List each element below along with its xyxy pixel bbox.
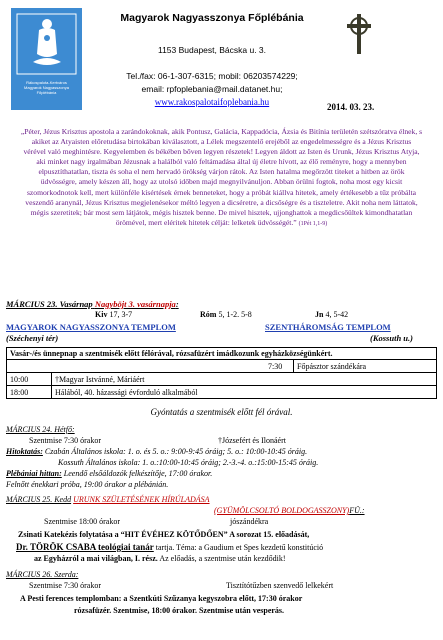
parish-title: Magyarok Nagyasszonya Főplébánia	[120, 12, 304, 24]
sunday-date: MÁRCIUS 23. Vasárnap	[6, 299, 93, 309]
parish-email: email: rpfoplebania@mail.datanet.hu;	[141, 84, 283, 94]
wednesday-mass-time: Szentmise 7:30 órakor	[29, 581, 101, 590]
tuesday-feast-sub: (GYÜMÖLCSOLTÓ BOLDOGASSZONY)FÜ.:	[214, 506, 365, 515]
quote-reference: (1Pét 1,1-9)	[298, 220, 328, 227]
table-row: 18:00 Hálából, 40. házassági évforduló alkalmából	[6, 386, 437, 399]
bulletin-date: 2014. 03. 23.	[327, 102, 375, 112]
reading-1: Kiv 17, 3-7	[95, 310, 133, 319]
sunday-heading: MÁRCIUS 23. Vasárnap Nagyböjt 3. vasárnapja:	[6, 299, 179, 309]
pesti-line-2: rózsafüzér. Szentmise, 18:00 órakor. Szentmise után vesperás.	[74, 606, 285, 615]
mass-table-header: Vasár-/és ünnepnap a szentmisék előtt félórával, rózsafüzért imádkozunk egyházközségünkért.	[6, 347, 437, 360]
parish-logo	[11, 8, 82, 110]
celtic-cross-icon	[345, 12, 373, 61]
parish-website-link[interactable]: www.rakospalotaifoplebania.hu	[154, 97, 270, 107]
wednesday-mass-intent: Tisztítótűzben szenvedő lelkekért	[226, 581, 334, 590]
pesti-line-1: A Pesti ferences templomban: a Szentkúti Szűzanya kegyszobra előtt, 17:30 órakor	[20, 594, 303, 603]
quote-text: „Péter, Jézus Krisztus apostola a zarándokoknak, akik Pontusz, Galácia, Kappadócia, Ázsia és Bitínia területén szétszóratva élnek, s akiket az Atyaisten előretudása birtokában kiválasztott, a Lélek megszentelő erejéből az engedelmességre és a Jézus Krisztus vérével való meghintésre. Kegyelemben és békében bőven legyen részetek! Legyen áldott az Isten és Urunk, Jézus Krisztus Atyja, aki minket nagy irgalmában Jézusnak a halálból való feltámadása által új életre hívott, az élő reményre, hogy a mennyben elpusztíthatatlan, tiszta és soha el nem hervadó örökség várjon rátok. Az Isten hatalma megőrzött titeket a hitben az örök üdvösségre, amely készen áll, hogy az utolsó időben majd megnyilvánuljon. Abban örülni fogtok, noha most egy kicsit szomorkodnotok kell, mert különféle kísértések érnek benneteket, hogy a próbát kiállva hitetek, amely értékesebb a tűz próbálta veszendő aranynál, Jézus Krisztus megjelenésekor méltó legyen a dicséretre, a dicsőségre és a tiszteletre. Akit noha nem láttatok, mégis szeretitek; bár most sem látjátok, mégis hisztek benne. De mivel hisztek, ujjonghattok a megdicsőültek kimondhatatlan örömével, mert eléritek hitetek célját: lelketek üdvösségét.”	[20, 127, 423, 227]
church-left-name: MAGYAROK NAGYASSZONYA TEMPLOM	[6, 322, 176, 332]
tuesday-mass-time: Szentmise 18:00 órakor	[44, 517, 120, 526]
church-right-name: SZENTHÁROMSÁG TEMPLOM	[265, 322, 391, 332]
hitoktatas-line-1: Hitoktatás: Czabán Általános iskola: 1. o. és 5. o.: 9:00-9:45 óráig; 5. o.: 10:00-10:45 óráig.	[6, 447, 308, 456]
table-row: 7:30 Főpásztor szándékára	[6, 360, 437, 373]
choir-rehearsal: Felnőtt énekkari próba, 19:00 órakor a plébánián.	[6, 480, 169, 489]
katekezis-line-2: Dr. TÖRÖK CSABA teológiai tanár tartja. Téma: a Gaudium et Spes kezdetű konstitúció	[16, 542, 324, 552]
reading-3: Jn 4, 5-42	[315, 310, 349, 319]
church-right-street: (Kossuth u.)	[370, 333, 413, 343]
church-left-street: (Széchenyi tér)	[6, 333, 59, 343]
tuesday-mass-intent: jószándékra	[230, 517, 269, 526]
scripture-quote	[20, 127, 423, 229]
table-row: 10:00 †Magyar Istvánné, Máriáért	[6, 373, 437, 386]
katekezis-line-1: Zsinati Katekézis folytatása a “HIT ÉVÉHEZ KÖTŐDŐEN” A sorozat 15. előadását,	[18, 530, 310, 539]
hitoktatas-line-2: Kossuth Általános iskola: 1. o.:10:00-10:45 óráig; 2.-3.-4. o.:15:00-15:45 óráig.	[58, 458, 319, 467]
reading-2: Róm 5, 1-2. 5-8	[200, 310, 252, 319]
sunday-day-name: Nagyböjt 3. vasárnapja	[94, 299, 176, 309]
monday-mass-time: Szentmise 7:30 órakor	[29, 436, 101, 445]
plebaniai-hittan: Plébániai hittan: Leendő elsőáldozók felkészítője, 17:00 órakor.	[6, 469, 213, 478]
parish-phone: Tel./fax: 06-1-307-6315; mobil: 06203574229;	[126, 71, 298, 81]
monday-heading: MÁRCIUS 24. Hétfő:	[6, 425, 75, 434]
monday-mass-intent: †Józsefért és Ilonáért	[218, 436, 286, 445]
tuesday-heading: MÁRCIUS 25. Kedd URUNK SZÜLETÉSÉNEK HÍRÚLADÁSA	[6, 495, 210, 504]
parish-address: 1153 Budapest, Bácska u. 3.	[157, 45, 267, 55]
katekezis-line-3: az Egyházról a mai világban, I. rész. Az előadás, a szentmise után kezdődik!	[34, 554, 286, 563]
wednesday-heading: MÁRCIUS 26. Szerda:	[6, 570, 79, 579]
logo-caption: Rákospalota-Kertváros Magyarok Nagyasszonya Főplébánia	[24, 80, 69, 95]
confession-notice: Gyóntatás a szentmisék előtt fél órával.	[150, 407, 293, 417]
